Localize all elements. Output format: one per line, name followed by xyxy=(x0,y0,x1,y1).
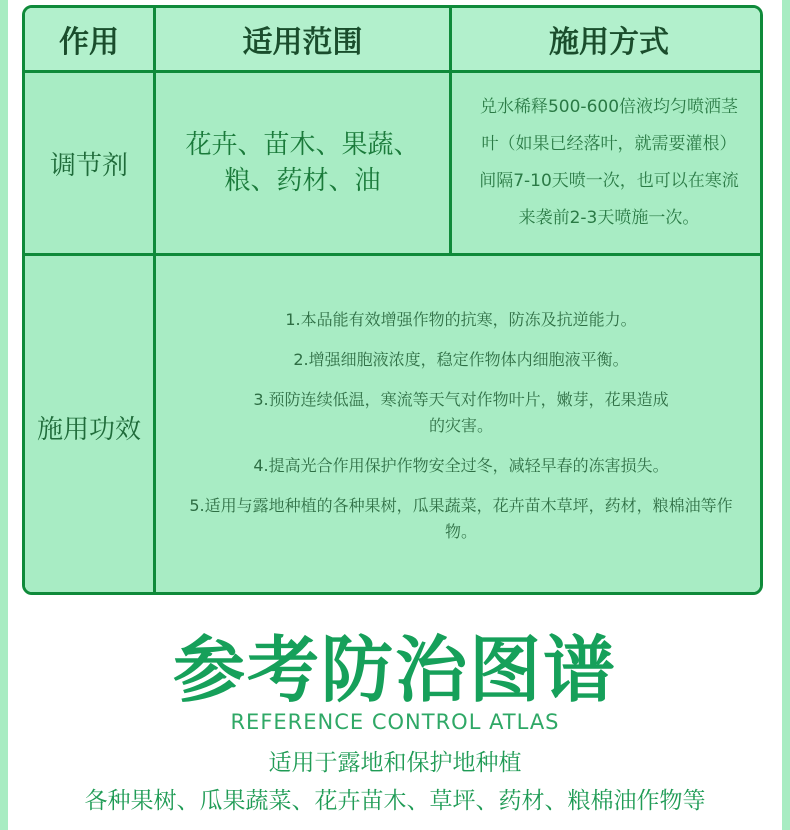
effect-item: 1.本品能有效增强作物的抗寒，防冻及抗逆能力。 xyxy=(285,310,637,329)
method-line: 来袭前2-3天喷施一次。 xyxy=(518,208,700,228)
row1-method-cell xyxy=(452,73,763,253)
effect-item: 4.提高光合作用保护作物安全过冬，减轻早春的冻害损失。 xyxy=(253,456,669,475)
effect-item: 3.预防连续低温，寒流等天气对作物叶片，嫩芽，花果造成的灾害。 xyxy=(253,390,669,435)
row1-label-cell xyxy=(25,73,153,253)
effect-item: 5.适用与露地种植的各种果树，瓜果蔬菜，花卉苗木草坪，药材，粮棉油等作物。 xyxy=(189,496,733,541)
header-function xyxy=(25,8,153,70)
method-line: 叶（如果已经落叶，就需要灌根） xyxy=(481,134,737,154)
row1-scope-line1: 花卉、苗木、果蔬、 xyxy=(185,130,420,160)
method-line: 兑水稀释500-600倍液均匀喷洒茎 xyxy=(479,97,739,117)
row1-scope-cell xyxy=(156,73,449,253)
section-subtitle-en: REFERENCE CONTROL ATLAS xyxy=(230,710,560,734)
section-line2: 各种果树、瓜果蔬菜、花卉苗木、草坪、药材、粮棉油作物等 xyxy=(84,788,706,814)
header-method-label: 施用方式 xyxy=(549,25,669,60)
section-title: 参考防治图谱 xyxy=(172,628,617,712)
row2-label-cell xyxy=(25,256,153,595)
grid-line xyxy=(25,70,763,73)
row1-scope-line2: 粮、药材、油 xyxy=(224,166,381,196)
header-scope-label: 适用范围 xyxy=(242,25,363,60)
header-function-label: 作用 xyxy=(59,25,119,60)
row2-effects-cell xyxy=(156,256,763,595)
grid-line xyxy=(449,8,452,256)
row1-label: 调节剂 xyxy=(49,150,128,181)
grid-line xyxy=(153,8,156,595)
header-scope xyxy=(156,8,449,70)
grid-line xyxy=(25,253,763,256)
header-method xyxy=(452,8,763,70)
section-line1: 适用于露地和保护地种植 xyxy=(268,750,522,776)
info-table xyxy=(22,5,763,595)
effect-item: 2.增强细胞液浓度，稳定作物体内细胞液平衡。 xyxy=(293,350,629,369)
row2-label: 施用功效 xyxy=(36,414,141,445)
method-line: 间隔7-10天喷一次，也可以在寒流 xyxy=(479,171,739,191)
